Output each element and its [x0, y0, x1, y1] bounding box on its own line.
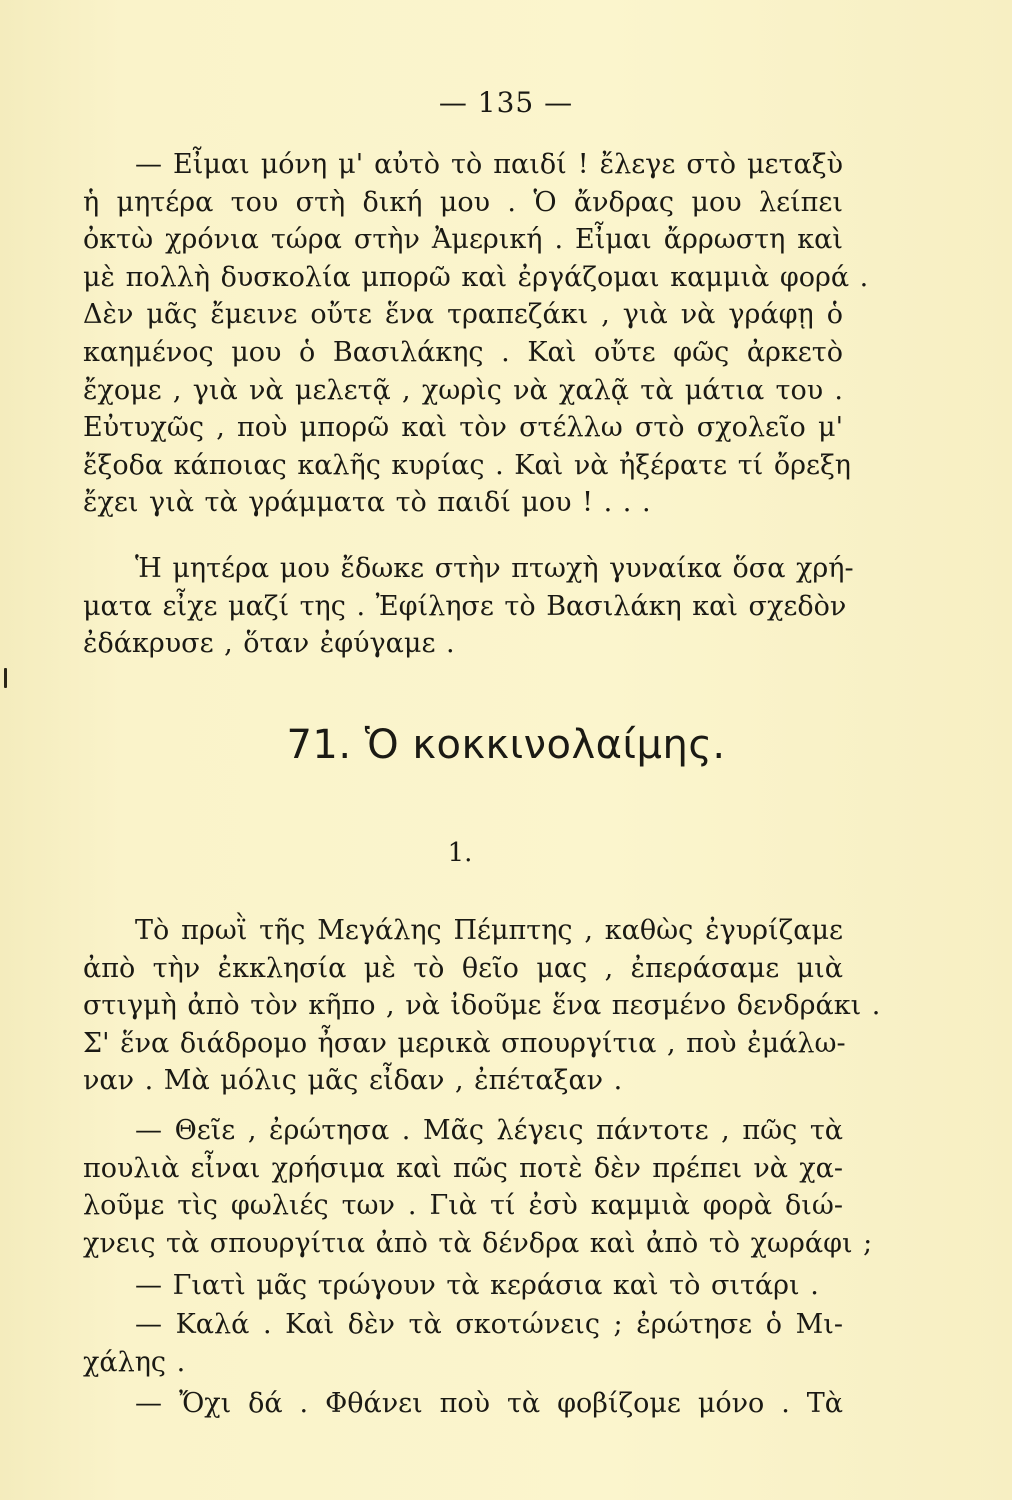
text-line: ὀκτὼ χρόνια τώρα στὴν Ἀμερική . Εἶμαι ἄρρωστη καὶ [83, 224, 843, 256]
text-line: ἔξοδα κάποιας καλῆς κυρίας . Καὶ νὰ ἠξέρατε τί ὄρεξη [83, 449, 851, 481]
section-number: 1. [447, 838, 473, 868]
text-line: καημένος μου ὁ Βασιλάκης . Καὶ οὔτε φῶς ἀρκετὸ [83, 336, 843, 368]
text-line: — Θεῖε , ἐρώτησα . Μᾶς λέγεις πάντοτε , πῶς τὰ [135, 1115, 843, 1146]
text-line: ἔχομε , γιὰ νὰ μελετᾷ , χωρὶς νὰ χαλᾷ τὰ μάτια του . [83, 374, 843, 406]
text-line: Ἡ μητέρα μου ἔδωκε στὴν πτωχὴ γυναίκα ὅσα χρή- [135, 553, 854, 584]
paragraph-mother-gave [83, 550, 854, 663]
text-line: ἡ μητέρα του στὴ δική μου . Ὁ ἄνδρας μου λείπει [83, 186, 843, 218]
text-line: ματα εἶχε μαζί της . Ἐφίλησε τὸ Βασιλάκη καὶ σχεδὸν [83, 590, 847, 622]
text-line: — Καλά . Καὶ δὲν τὰ σκοτώνεις ; ἐρώτησε ὁ Μι- [135, 1309, 843, 1340]
page-number: — 135 — [438, 86, 574, 119]
text-line: λοῦμε τὶς φωλιές των . Γιὰ τί ἐσὺ καμμιὰ φορὰ διώ- [83, 1190, 843, 1222]
text-line: ναν . Μὰ μόλις μᾶς εἶδαν , ἐπέταξαν . [83, 1065, 623, 1097]
text-line: Σ' ἕνα διάδρομο ἦσαν μερικὰ σπουργίτια , ποὺ ἐμάλω- [83, 1027, 846, 1059]
text-line: — Ὄχι δά . Φθάνει ποὺ τὰ φοβίζομε μόνο . Τὰ [135, 1388, 843, 1419]
paragraph-holy-thursday [83, 912, 881, 1100]
text-line: μὲ πολλὴ δυσκολία μπορῶ καὶ ἐργάζομαι καμμιὰ φορά . [83, 261, 869, 293]
text-line: Εὐτυχῶς , ποὺ μπορῶ καὶ τὸν στέλλω στὸ σχολεῖο μ' [83, 412, 843, 444]
text-line: Δὲν μᾶς ἔμεινε οὔτε ἕνα τραπεζάκι , γιὰ νὰ γράφῃ ὁ [83, 299, 843, 331]
text-line: ἀπὸ τὴν ἐκκλησία μὲ τὸ θεῖο μας , ἐπεράσαμε μιὰ [83, 952, 843, 984]
text-line: χάλης . [83, 1346, 186, 1378]
text-line: Τὸ πρωῒ τῆς Μεγάλης Πέμπτης , καθὼς ἐγυρίζαμε [135, 915, 843, 946]
text-line: ἐδάκρυσε , ὅταν ἐφύγαμε . [83, 628, 455, 660]
text-line: πουλιὰ εἶναι χρήσιμα καὶ πῶς ποτὲ δὲν πρέπει νὰ χα- [83, 1152, 843, 1184]
text-line: ἔχει γιὰ τὰ γράμματα τὸ παιδί μου ! . . . [83, 487, 651, 519]
paragraph-mother-speech [83, 146, 869, 522]
paragraph-michalis-question [83, 1306, 843, 1381]
chapter-title: 71. Ὁ κοκκινολαίμης. [286, 722, 726, 768]
text-line: χνεις τὰ σπουργίτια ἀπὸ τὰ δένδρα καὶ ἀπὸ τὸ χωράφι ; [83, 1227, 873, 1259]
text-line: — Γιατὶ μᾶς τρώγουν τὰ κεράσια καὶ τὸ σιτάρι . [135, 1270, 819, 1301]
margin-mark [4, 668, 7, 688]
paragraph-answer [83, 1267, 843, 1305]
paragraph-question-uncle [83, 1112, 873, 1262]
text-line: στιγμὴ ἀπὸ τὸν κῆπο , νὰ ἰδοῦμε ἕνα πεσμένο δενδράκι . [83, 990, 881, 1022]
text-line: — Εἶμαι μόνη μ' αὐτὸ τὸ παιδί ! ἔλεγε στὸ μεταξὺ [135, 149, 843, 180]
paragraph-final-answer [83, 1385, 843, 1423]
